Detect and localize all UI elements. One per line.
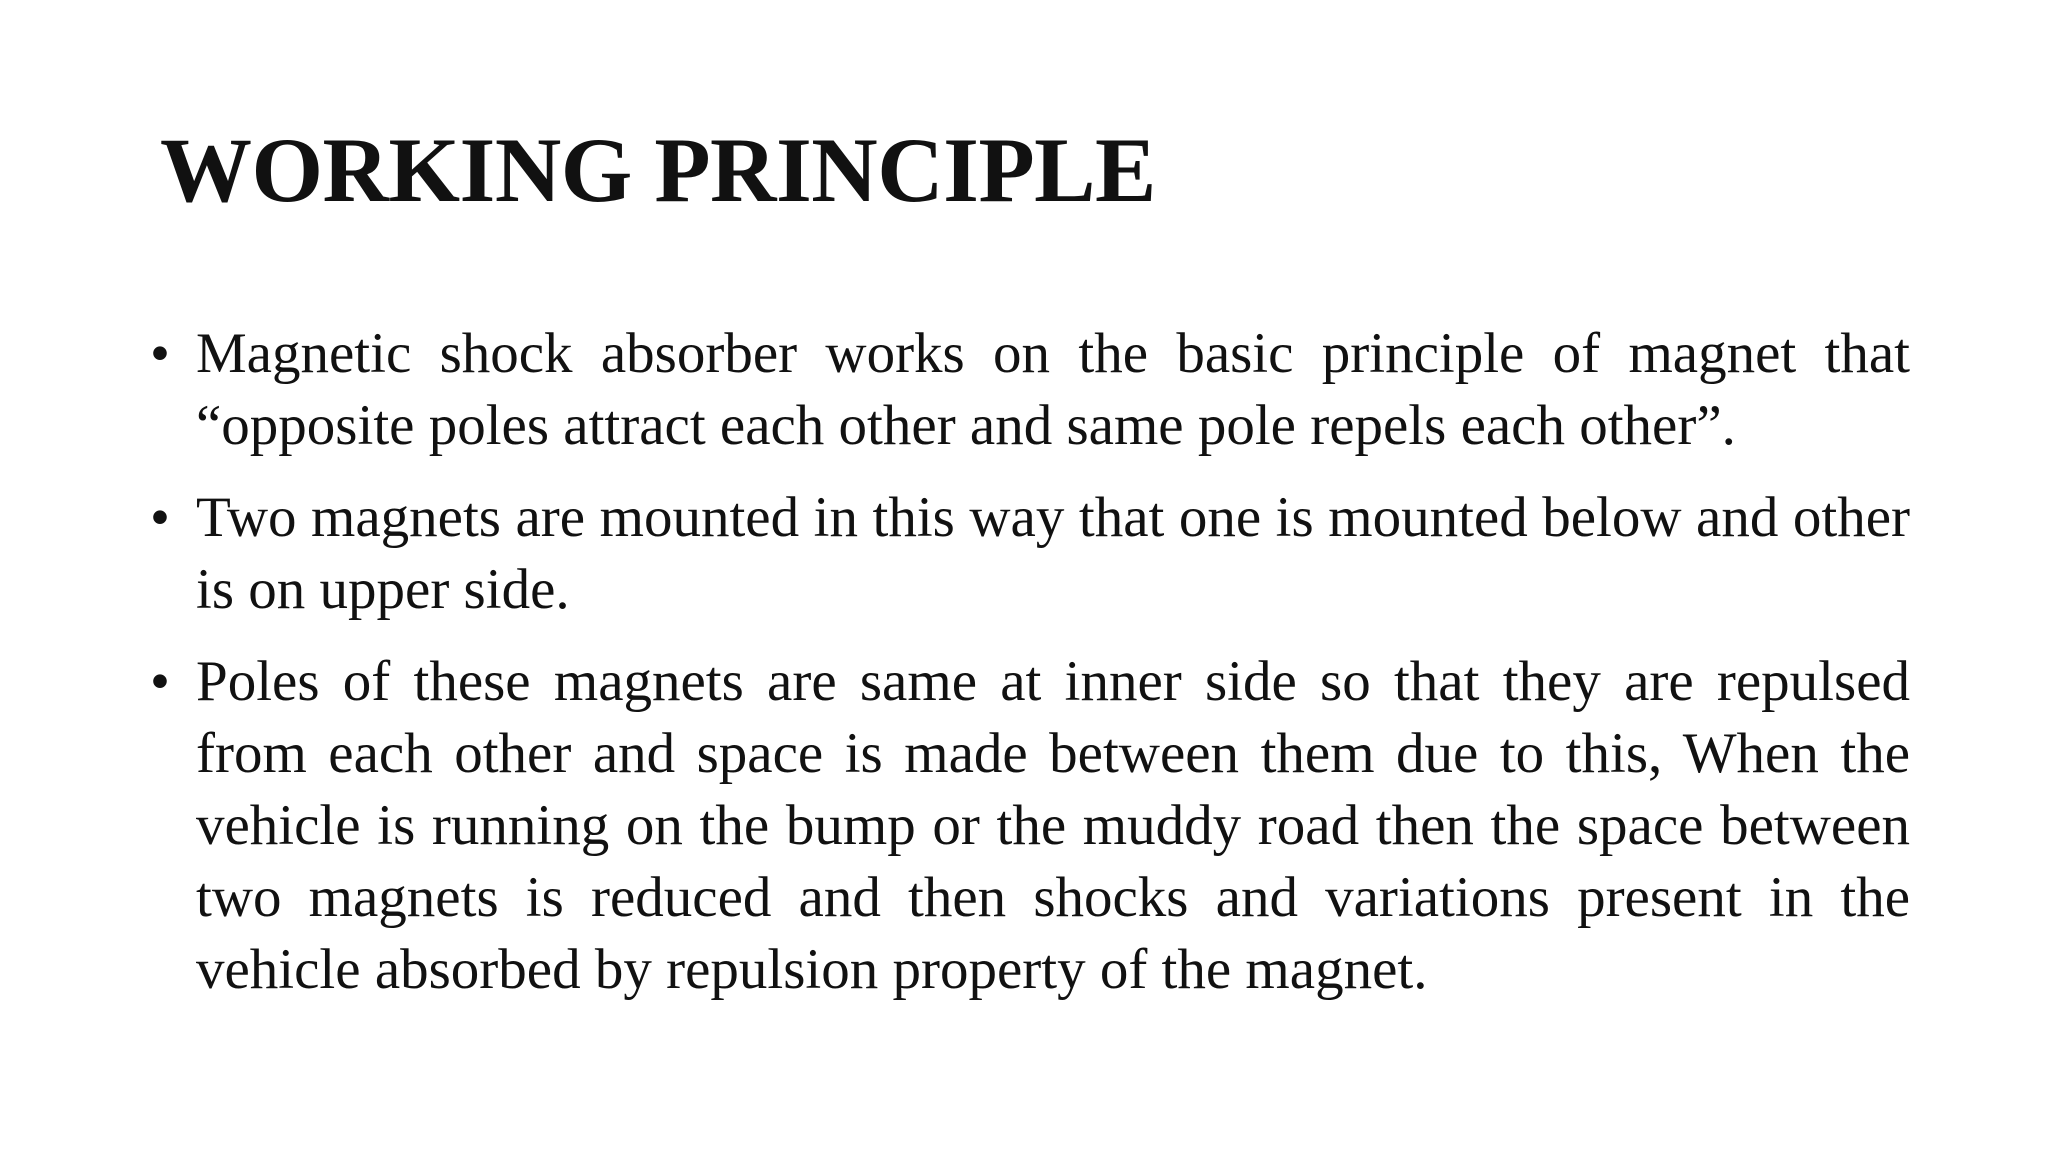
bullet-icon: •: [150, 486, 170, 549]
bullet-text: Magnetic shock absorber works on the basic principle of magnet that “opposite poles attract each other and same pole repels each other”.: [196, 322, 1910, 457]
bullet-text: Poles of these magnets are same at inner side so that they are repulsed from each other and space is made between them due to this, When the vehicle is running on the bump or the muddy road then the space between two magnets is reduced and then shocks and variations present in the vehicle absorbed by repulsion property of the magnet.: [196, 650, 1910, 1001]
slide-title: WORKING PRINCIPLE: [160, 119, 1156, 221]
bullet-item: [150, 646, 1910, 1006]
bullet-icon: •: [150, 650, 170, 713]
bullet-item: [150, 482, 1910, 626]
bullet-text: Two magnets are mounted in this way that one is mounted below and other is on upper side.: [196, 486, 1910, 621]
bullet-icon: •: [150, 322, 170, 385]
bullet-list: [150, 318, 1910, 1026]
bullet-item: [150, 318, 1910, 462]
